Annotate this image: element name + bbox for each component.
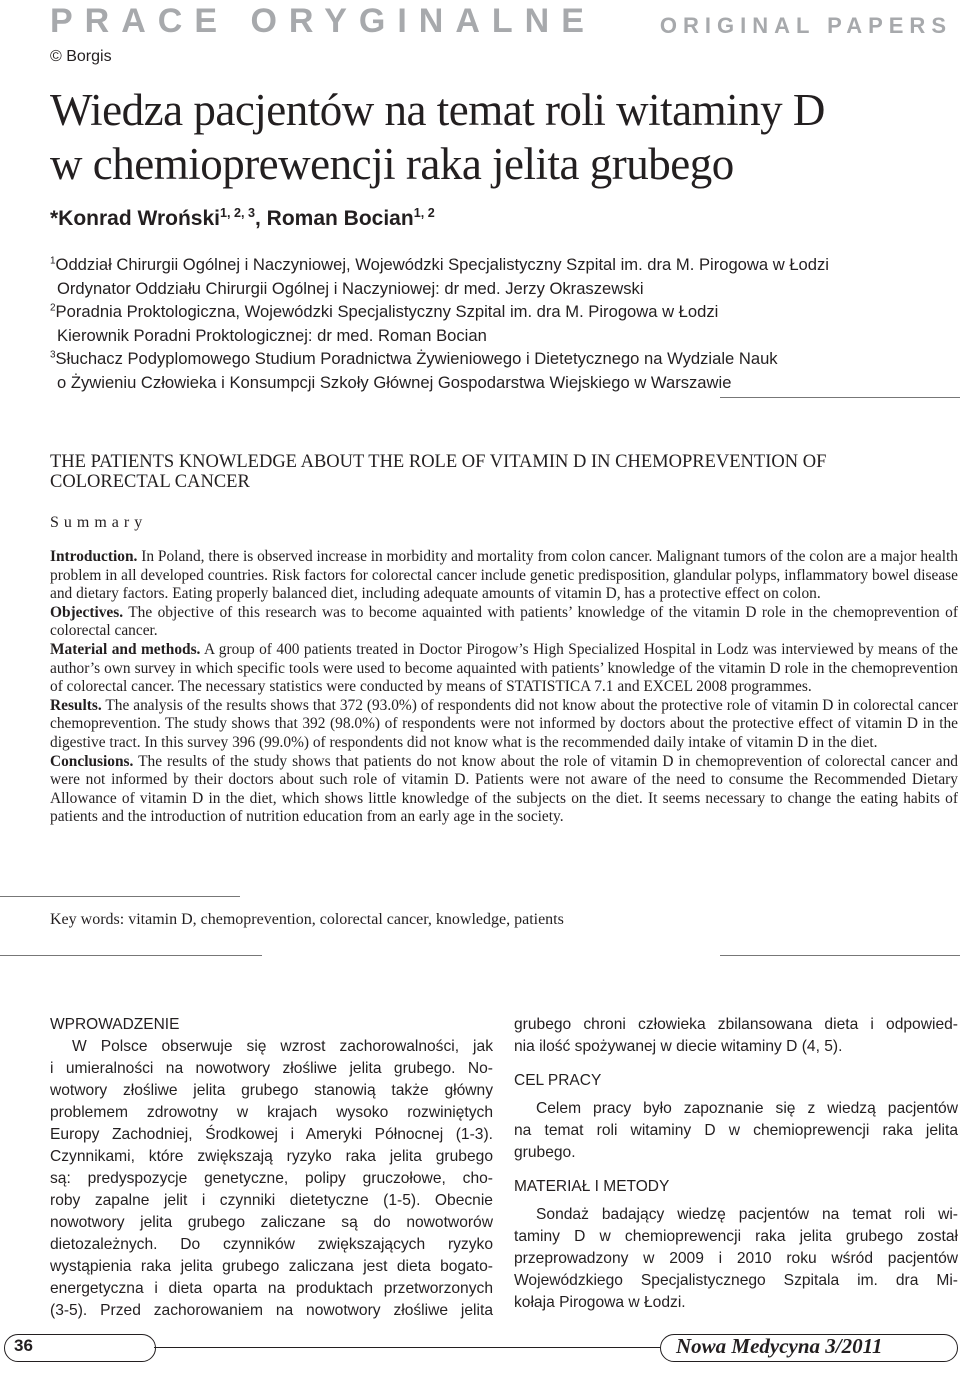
- journal-name: Nowa Medycyna 3/2011: [676, 1334, 883, 1358]
- summary-section-label: Material and methods.: [50, 640, 201, 658]
- author-list: [50, 207, 435, 231]
- body-text-line: Czynnikami, które zwiększają ryzyko raka jelita grubego: [50, 1148, 493, 1165]
- body-text-line: są: predyspozycje genetyczne, polipy gruczołowe, cho-: [50, 1170, 493, 1187]
- summary-body: [50, 548, 958, 827]
- body-text-line: i umieralności na nowotwory złośliwe jelita grubego. No-: [50, 1060, 493, 1077]
- author-name: Roman Bocian: [266, 207, 414, 230]
- divider-rule: [0, 896, 240, 897]
- author-affiliation-marks: 1, 2: [413, 205, 435, 220]
- divider-rule: [720, 955, 960, 956]
- author-separator: ,: [254, 207, 267, 230]
- affiliation-line: $^1$Oddział Chirurgii Ogólnej i Naczyniowej, Wojewódzki Specjalistyczny Szpital im. dra M. Pirogowa w Łodzi: [50, 255, 829, 274]
- body-text-line: (3-5). Przed zachorowaniem na nowotwory złośliwe jelita: [50, 1302, 493, 1319]
- divider-rule: [720, 397, 960, 398]
- summary-heading: Summary: [50, 514, 148, 531]
- body-text-line: grubego.: [514, 1144, 576, 1161]
- body-text-line: Celem pracy było zapoznanie się z wiedzą pacjentów: [536, 1100, 958, 1117]
- affiliations: [50, 253, 829, 394]
- article-title-line: w chemioprewencji raka jelita grubego: [50, 139, 734, 189]
- body-text-line: kołaja Pirogowa w Łodzi.: [514, 1294, 686, 1311]
- affiliation-number: 3: [50, 349, 56, 361]
- author-affiliation-marks: 1, 2, 3: [219, 205, 255, 220]
- summary-section-label: Introduction.: [50, 548, 138, 565]
- body-text-line: problemem zdrowotny w krajach wysoko rozwiniętych: [50, 1104, 493, 1121]
- page-number: 36: [14, 1336, 33, 1355]
- body-text-line: W Polsce obserwuje się wzrost zachorowalności, jak: [72, 1038, 493, 1055]
- body-column-right: [514, 1014, 958, 1314]
- section-heading-introduction: WPROWADZENIE: [50, 1016, 180, 1033]
- divider-rule: [0, 955, 262, 956]
- affiliation-number: 2: [50, 302, 56, 314]
- summary-section-label: Objectives.: [50, 603, 124, 621]
- section-label-polish: PRACE ORYGINALNE: [50, 2, 596, 40]
- keywords: Key words: vitamin D, chemoprevention, colorectal cancer, knowledge, patients: [50, 911, 564, 928]
- summary-section-label: Conclusions.: [50, 752, 134, 770]
- author-name: *Konrad Wroński: [50, 207, 220, 230]
- body-text-line: Wojewódzkiego Specjalistycznego Szpitala im. dra Mi-: [514, 1272, 958, 1289]
- body-text-line: nowotwory jelita grubego zaliczane są do nowotworów: [50, 1214, 493, 1231]
- english-title: THE PATIENTS KNOWLEDGE ABOUT THE ROLE OF VITAMIN D IN CHEMOPREVENTION OF COLORECTAL CANCER: [50, 452, 827, 492]
- summary-paragraph: Objectives. The objective of this research was to become aquainted with patients’ knowledge of the vitamin D role in the chemoprevention of colorectal cancer.: [50, 603, 958, 640]
- body-text-line: Sondaż badający wiedzę pacjentów na temat roli wi-: [536, 1206, 958, 1223]
- body-text-line: Europy Zachodniej, Środkowej i Ameryki Północnej (1-3).: [50, 1126, 493, 1143]
- footer-rule: [154, 1347, 660, 1348]
- affiliation-line: Ordynator Oddziału Chirurgii Ogólnej i Naczyniowej: dr med. Jerzy Okraszewski: [57, 278, 644, 298]
- affiliation-number: 1: [50, 255, 56, 267]
- summary-section-label: Results.: [50, 696, 102, 714]
- body-column-left: [50, 1014, 493, 1322]
- summary-paragraph: Conclusions. The results of the study shows that patients do not know about the role of vitamin D in chemoprevention of colorectal cancer and were not informed by their doctors about such role of vitamin D. Patients were not aware of the need to consume the Recommended Dietary Allowance of vitamin D in the diet, which shows little knowledge of the subjects on the diet. It seems necessary to change the eating habits of patients and the introduction of nutrition education from an early age in the society.: [50, 752, 958, 826]
- affiliation-line: $^2$Poradnia Proktologiczna, Wojewódzki Specjalistyczny Szpital im. dra M. Pirogowa w Łodzi: [50, 302, 719, 321]
- body-text-line: taminy D w chemioprewencji raka jelita grubego został: [514, 1228, 958, 1245]
- affiliation-line: Kierownik Poradni Proktologicznej: dr med. Roman Bocian: [57, 325, 487, 345]
- section-heading-aim: CEL PRACY: [514, 1072, 602, 1089]
- body-text-line: przeprowadzony w 2009 i 2010 roku wśród pacjentów: [514, 1250, 958, 1267]
- body-text-line: wystąpienia raka jelita grubego zaliczana jest dieta bogato-: [50, 1258, 493, 1275]
- summary-paragraph: Introduction. In Poland, there is observed increase in morbidity and mortality from colon cancer. Malignant tumors of the colon are a major health problem in all developed countries. Risk factors for colorectal cancer include genetic predisposition, glandular polyps, inflammatory bowel disease and dietary factors. Eating properly balanced diet, including adequate amounts of vitamin D, has a protective effect on colon.: [50, 548, 958, 603]
- body-text-line: roby zapalne jelit i czynniki dietetyczne (1-5). Obecnie: [50, 1192, 493, 1209]
- body-text-line: nia ilość spożywanej w diecie witaminy D (4, 5).: [514, 1038, 843, 1055]
- body-text-line: wotwory złośliwe jelita grubego stanowią także główny: [50, 1082, 493, 1099]
- body-text-line: energetyczna i dieta oparta na produktach przetworzonych: [50, 1280, 493, 1297]
- section-heading-methods: MATERIAŁ I METODY: [514, 1178, 670, 1195]
- article-title-line: Wiedza pacjentów na temat roli witaminy D: [50, 85, 825, 135]
- summary-paragraph: Material and methods. A group of 400 patients treated in Doctor Pirogow’s High Specialized Hospital in Lodz was interviewed by means of the author’s own survey in which specific tools were used to become aquainted with patients’ knowledge of the vitamin D role in the chemoprevention of colorectal cancer. The necessary statistics were conducted by means of STATISTICA 7.1 and EXCEL 2008 programmes.: [50, 640, 958, 696]
- affiliation-line: $^3$Słuchacz Podyplomowego Studium Poradnictwa Żywieniowego i Dietetycznego na Wydziale Nauk: [50, 349, 778, 368]
- affiliation-line: o Żywieniu Człowieka i Konsumpcji Szkoły Głównej Gospodarstwa Wiejskiego w Warszawie: [57, 372, 732, 392]
- body-text-line: na temat roli witaminy D w chemioprewencji raka jelita: [514, 1122, 958, 1139]
- section-label-english: ORIGINAL PAPERS: [659, 13, 952, 38]
- body-text-line: grubego chroni człowieka zbilansowana dieta i odpowied-: [514, 1016, 958, 1033]
- summary-paragraph: Results. The analysis of the results shows that 372 (93.0%) of respondents did not know about the protective role of vitamin D in colorectal cancer chemoprevention. The study shows that 392 (98.0%) of respondents were not informed by doctors about the protective effect of vitamin D in the digestive tract. In this survey 396 (99.0%) of respondents did not know what is the recommended daily intake of vitamin D in the diet.: [50, 696, 958, 751]
- article-title: [50, 83, 825, 191]
- copyright-notice: © Borgis: [50, 48, 112, 65]
- body-text-line: dietozależnych. Do czynników zwiększających ryzyko: [50, 1236, 493, 1253]
